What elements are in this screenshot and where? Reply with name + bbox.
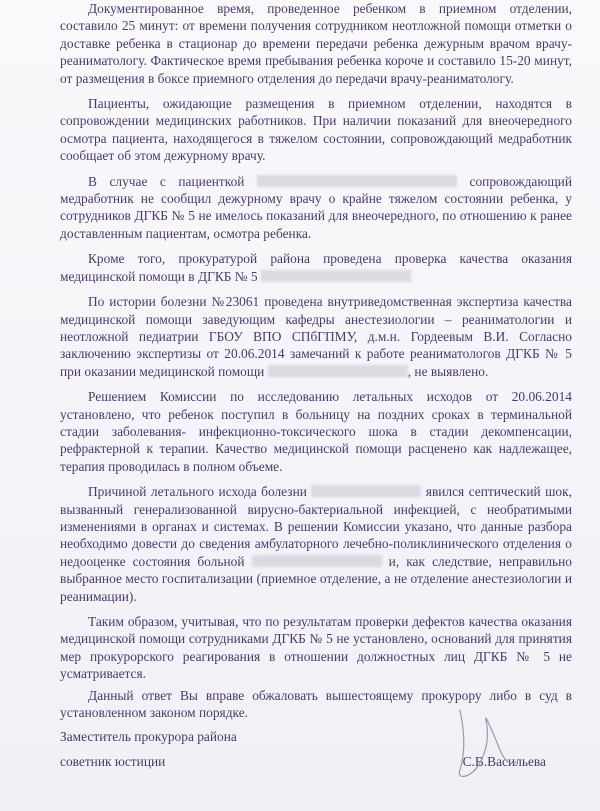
cause-text-after: и, как следствие, неправильно выбранное место госпитализации (приемное отделение, а не отделение анестезиологии и реанимации). — [60, 553, 572, 604]
paragraph-escort: Пациенты, ожидающие размещения в приемном отделении, находятся в сопровождении медицинских работников. При наличии показаний для внеочередного осмотра пациента, находящегося в тяжелом состоянии, сопровождающий медработник сообщает об этом дежурному врачу. — [60, 96, 572, 164]
paragraph-cause — [60, 483, 572, 605]
paragraph-appeal: Данный ответ Вы вправе обжаловать вышестоящему прокурору либо в суд в установленном законом порядке. — [60, 687, 572, 721]
handwritten-signature — [430, 700, 520, 790]
redacted-text — [261, 270, 411, 282]
paragraph-case — [60, 173, 572, 243]
paragraph-inspection — [60, 250, 572, 285]
redacted-name — [311, 485, 421, 497]
redacted-name — [257, 175, 457, 187]
signatory-title: Заместитель прокурора района — [60, 729, 237, 744]
paragraph-conclusion: Таким образом, учитывая, что по результатам проверки дефектов качества оказания медицинской помощи сотрудниками ДГКБ № 5 не установлено, оснований для принятия мер прокурорского реагирования в отношении должностных лиц ДГКБ № 5 не усматривается. — [60, 614, 572, 682]
redacted-name — [252, 555, 382, 567]
paragraph-expertise — [60, 293, 572, 380]
cause-text-before: Причиной летального исхода болезни — [88, 484, 307, 500]
paragraph-commission: Решением Комиссии по исследованию летальных исходов от 20.06.2014 установлено, что ребенок поступил в больницу на поздних сроках в терминальной стадии заболевания- инфекционно-токсического шока в стадии декомпенсации, рефрактерной к терапии. Качество медицинской помощи расценено как надлежащее, терапия проводилась в полном объеме. — [60, 389, 572, 474]
case-text-before: В случае с пациенткой — [88, 173, 245, 189]
case-text-after: сопровождающий медработник не сообщил дежурному врачу о крайне тяжелом состоянии ребенка, у сотрудников ДГКБ № 5 не имелось показаний для внеочередного, по отношению к ранее доставленным пациентам, осмотра ребенка. — [60, 173, 572, 241]
signatory-rank: советник юстиции — [60, 754, 166, 769]
paragraph-time: Документированное время, проведенное ребенком в приемном отделении, составило 25 минут: от времени получения сотрудником неотложной помощи отметки о доставке ребенка в стационар до времени передачи ребенка дежурным врачом врачу-реаниматологу. Фактическое время пребывания ребенка короче и составило 15-20 минут, от размещения в боксе приемного отделения до передачи врачу-реаниматологу. — [60, 1, 572, 86]
signatory-name: С.В.Васильева — [462, 754, 546, 769]
expertise-text-after: , не выявлено. — [407, 363, 489, 379]
inspection-text: Кроме того, прокуратурой района проведена проверка качества оказания медицинской помощи в ДГКБ № 5 — [60, 251, 572, 284]
cause-text-middle: явился септический шок, вызванный генерализованной вирусно-бактериальной инфекцией, с необратимыми изменениями в органах и системах. В решении Комиссии указано, что данные разбора необходимо довести до сведения амбулаторного лечебно-поликлинического отделения о недооценке состояния больной — [60, 484, 572, 569]
redacted-name — [268, 365, 408, 377]
letter-body — [60, 0, 572, 721]
expertise-text-before: По истории болезни №23061 проведена внутриведомственная экспертиза качества медицинской помощи заведующим кафедры анестезиологии – реаниматологии и неотложной педиатрии ГБОУ ВПО СПбГПМУ, д.м.н. Гордеевым В.И. Согласно заключению экспертизы от 20.06.2014 замечаний к работе реаниматологов ДГКБ № 5 при оказании медицинской помощи — [60, 294, 572, 379]
